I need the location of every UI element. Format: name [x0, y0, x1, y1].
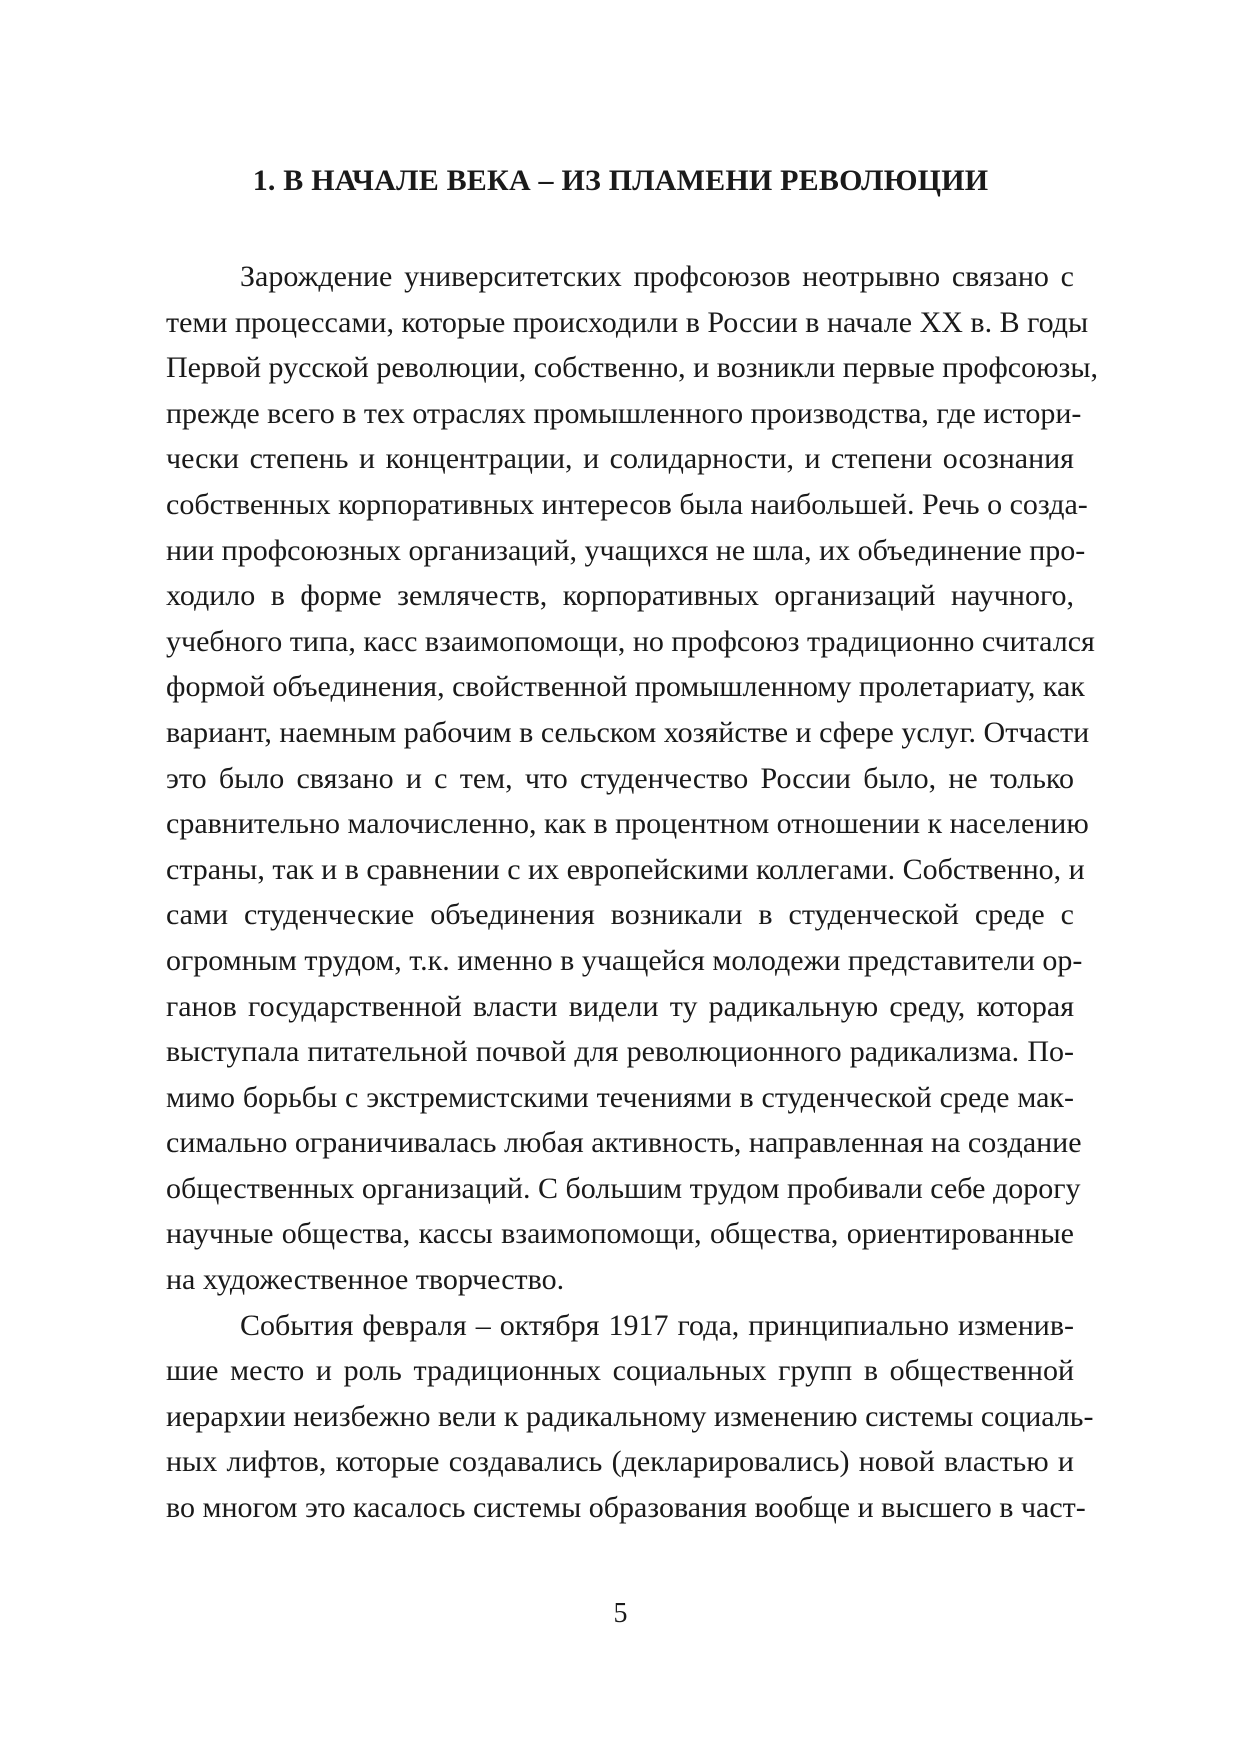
text-line: страны, так и в сравнении с их европейскими коллегами. Собственно, и: [166, 852, 1085, 886]
text-line: чески степень и концентрации, и солидарности, и степени осознания: [166, 442, 1074, 476]
text-line: теми процессами, которые происходили в России в начале XX в. В годы: [166, 305, 1089, 339]
text-line: сами студенческие объединения возникали в студенческой среде с: [166, 898, 1074, 932]
text-line: ходило в форме землячеств, корпоративных организаций научного,: [166, 579, 1074, 613]
page-number: 5: [613, 1598, 628, 1629]
text-line: мимо борьбы с экстремистскими течениями в студенческой среде мак-: [166, 1080, 1074, 1114]
text-line: Зарождение университетских профсоюзов неотрывно связано с: [240, 260, 1074, 293]
text-line: Первой русской революции, собственно, и возникли первые профсоюзы,: [166, 351, 1098, 385]
text-line: во многом это касалось системы образования вообще и высшего в част-: [166, 1491, 1086, 1525]
text-line: выступала питательной почвой для революционного радикализма. По-: [166, 1035, 1074, 1069]
paragraph: [166, 254, 1098, 1303]
text-line: собственных корпоративных интересов была наибольшей. Речь о созда-: [166, 487, 1088, 521]
chapter-heading: 1. В НАЧАЛЕ ВЕКА – ИЗ ПЛАМЕНИ РЕВОЛЮЦИИ: [252, 164, 989, 197]
paragraph: [166, 1303, 1094, 1531]
body-text: [166, 254, 1098, 1531]
text-line: ных лифтов, которые создавались (декларировались) новой властью и: [166, 1445, 1074, 1479]
text-line: иерархии неизбежно вели к радикальному изменению системы социаль-: [166, 1399, 1094, 1433]
text-line: прежде всего в тех отраслях промышленного производства, где истори-: [166, 396, 1082, 430]
text-line: огромным трудом, т.к. именно в учащейся молодежи представители ор-: [166, 943, 1083, 977]
text-line: это было связано и с тем, что студенчество России было, не только: [166, 761, 1074, 795]
text-line: научные общества, кассы взаимопомощи, общества, ориентированные: [166, 1217, 1074, 1251]
text-line: учебного типа, касс взаимопомощи, но профсоюз традиционно считался: [166, 624, 1095, 658]
text-line: События февраля – октября 1917 года, принципиально изменив-: [240, 1308, 1074, 1342]
text-line: ганов государственной власти видели ту радикальную среду, которая: [166, 989, 1074, 1023]
text-line: нии профсоюзных организаций, учащихся не шла, их объединение про-: [166, 533, 1086, 567]
text-line: формой объединения, свойственной промышленному пролетариату, как: [166, 670, 1085, 704]
text-line: вариант, наемным рабочим в сельском хозяйстве и сфере услуг. Отчасти: [166, 715, 1090, 749]
text-line: сравнительно малочисленно, как в процентном отношении к населению: [166, 807, 1089, 841]
text-line: симально ограничивалась любая активность, направленная на создание: [166, 1126, 1082, 1160]
text-line: общественных организаций. С большим трудом пробивали себе дорогу: [166, 1171, 1081, 1205]
text-line: на художественное творчество.: [166, 1263, 565, 1297]
text-line: шие место и роль традиционных социальных групп в общественной: [166, 1354, 1074, 1388]
